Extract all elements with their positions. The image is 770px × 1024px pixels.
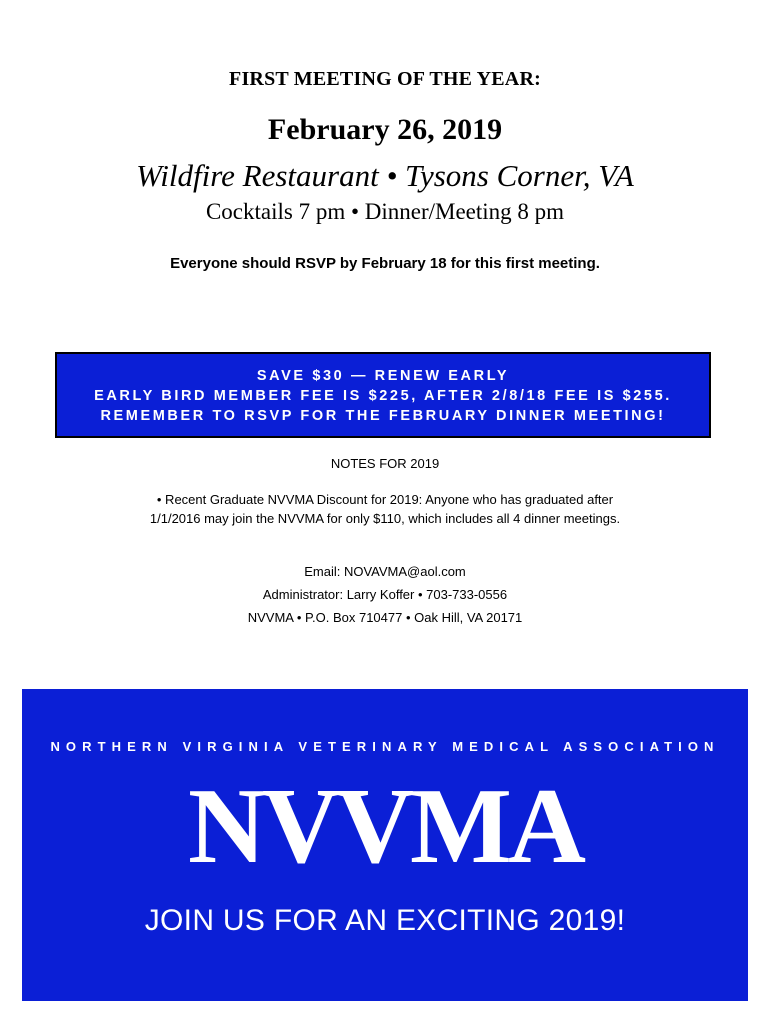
rsvp-note: Everyone should RSVP by February 18 for this first meeting. xyxy=(170,255,600,272)
association-banner xyxy=(22,689,748,1001)
contact-address: NVVMA • P.O. Box 710477 • Oak Hill, VA 20171 xyxy=(247,610,523,625)
meeting-times: Cocktails 7 pm • Dinner/Meeting 8 pm xyxy=(205,199,565,224)
contact-administrator: Administrator: Larry Koffer • 703-733-0556 xyxy=(262,587,508,602)
banner-tagline: JOIN US FOR AN EXCITING 2019! xyxy=(144,904,626,937)
meeting-venue: Wildfire Restaurant • Tysons Corner, VA xyxy=(136,158,634,193)
association-name: NORTHERN VIRGINIA VETERINARY MEDICAL ASSOCIATION xyxy=(50,739,720,754)
contact-email: Email: NOVAVMA@aol.com xyxy=(304,564,466,579)
meeting-heading: FIRST MEETING OF THE YEAR: xyxy=(229,68,541,90)
promo-line-rsvp: REMEMBER TO RSVP FOR THE FEBRUARY DINNER MEETING! xyxy=(100,408,666,424)
promo-line-fee: EARLY BIRD MEMBER FEE IS $225, AFTER 2/8/18 FEE IS $255. xyxy=(94,388,672,404)
early-renewal-box xyxy=(55,352,711,438)
notes-body xyxy=(0,490,770,528)
promo-line-save: SAVE $30 — RENEW EARLY xyxy=(256,368,510,384)
nvvma-logo: NVVMA xyxy=(188,767,582,886)
notes-title: NOTES FOR 2019 xyxy=(330,456,440,471)
meeting-date: February 26, 2019 xyxy=(267,113,503,146)
notes-line: • Recent Graduate NVVMA Discount for 2019: Anyone who has graduated after xyxy=(156,492,614,507)
notes-line: 1/1/2016 may join the NVVMA for only $110, which includes all 4 dinner meetings. xyxy=(149,511,621,526)
